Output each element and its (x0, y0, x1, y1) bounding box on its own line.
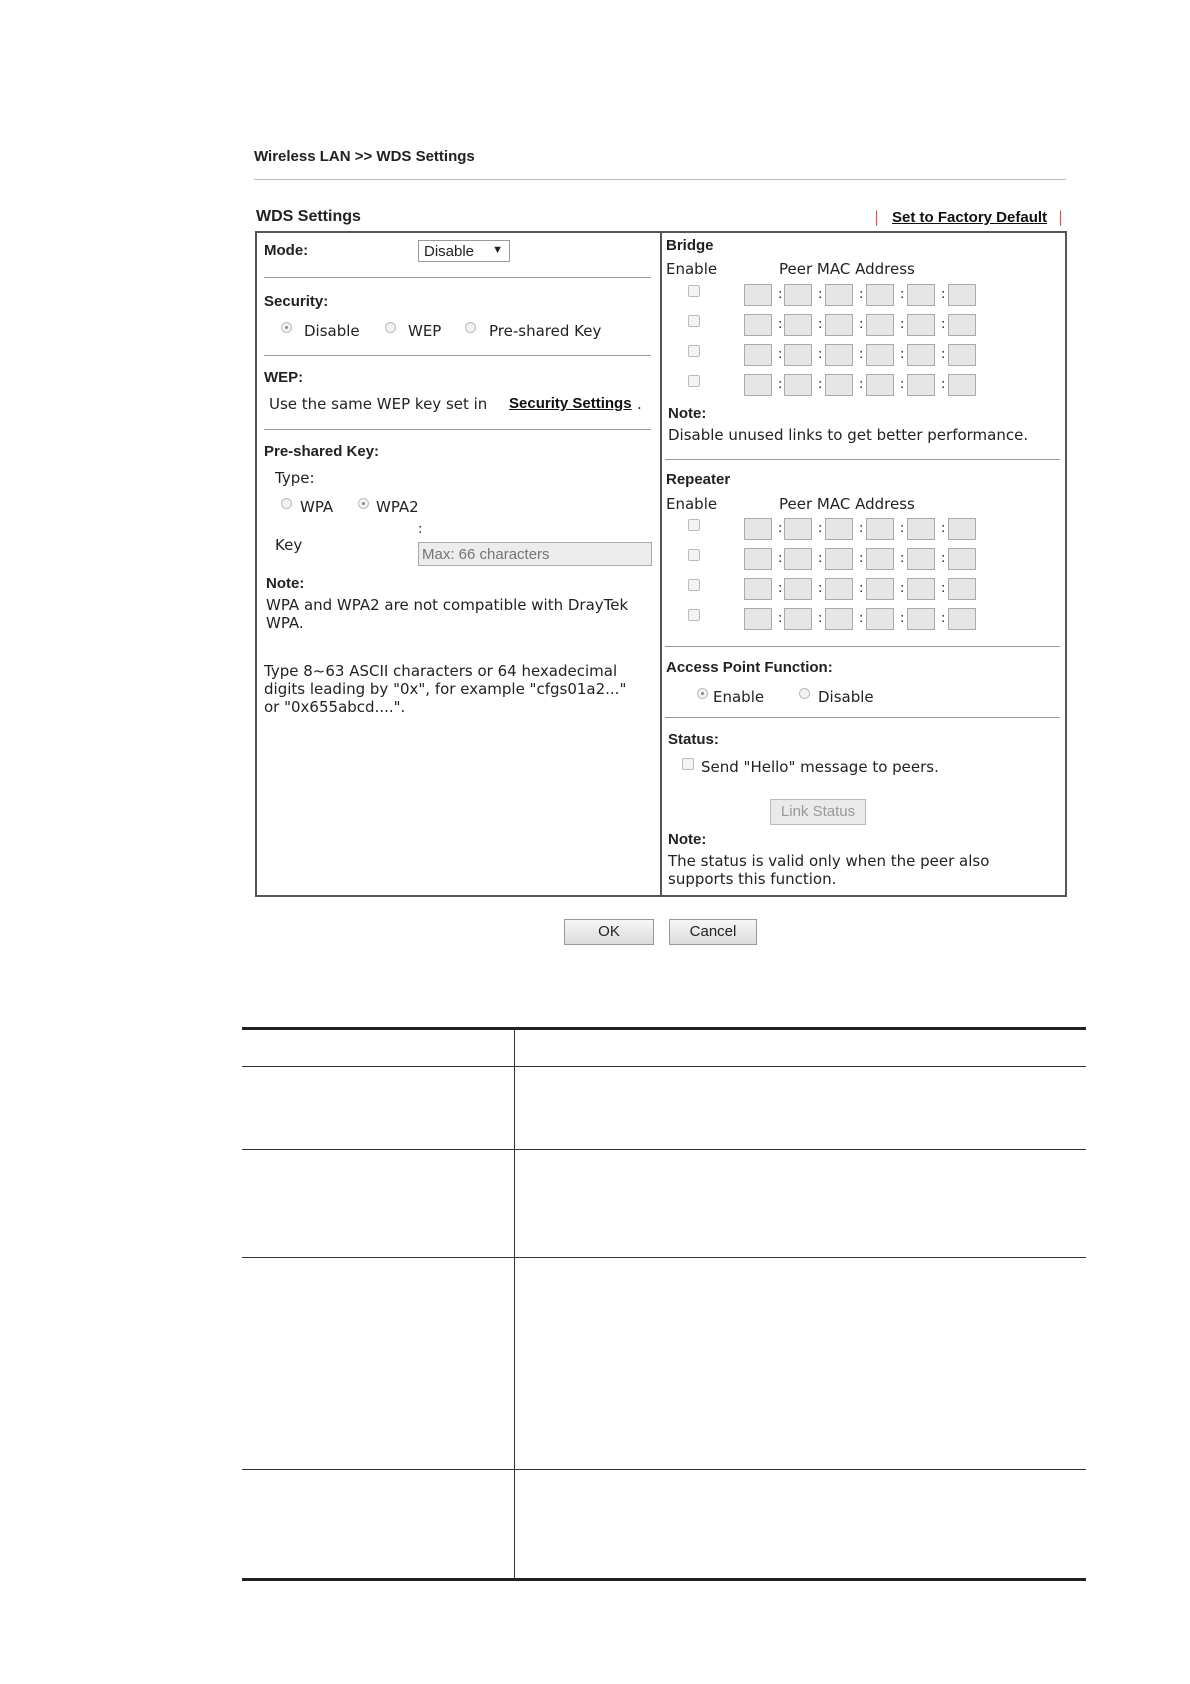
repeater-mac-octet-input[interactable] (866, 578, 894, 600)
bridge-mac-octet-input[interactable] (866, 314, 894, 336)
ascii-line3: or "0x655abcd....". (264, 698, 406, 716)
section-title: WDS Settings (256, 208, 361, 225)
bridge-mac-octet-input[interactable] (744, 314, 772, 336)
repeater-mac-octet-input[interactable] (825, 518, 853, 540)
table-row-rule (242, 1257, 1086, 1258)
bridge-label: Bridge (666, 237, 714, 254)
mac-separator: : (900, 521, 905, 536)
mac-separator: : (900, 347, 905, 362)
bridge-mac-octet-input[interactable] (907, 284, 935, 306)
factory-default-sep-right: | (1058, 208, 1064, 226)
left-note-line1: WPA and WPA2 are not compatible with DrayTek (266, 596, 629, 614)
bridge-mac-octet-input[interactable] (825, 374, 853, 396)
mac-separator: : (941, 287, 946, 302)
type-option-wpa: WPA (300, 498, 334, 516)
mac-separator: : (941, 521, 946, 536)
cancel-button[interactable]: Cancel (669, 919, 757, 945)
mac-separator: : (778, 581, 783, 596)
mac-separator: : (778, 377, 783, 392)
repeater-peer-mac-col: Peer MAC Address (779, 495, 915, 513)
repeater-mac-octet-input[interactable] (948, 548, 976, 570)
mac-separator: : (818, 377, 823, 392)
security-radio-disable[interactable] (281, 322, 292, 333)
security-option-psk: Pre-shared Key (489, 322, 602, 340)
bridge-mac-octet-input[interactable] (948, 344, 976, 366)
divider (264, 429, 651, 430)
mode-label: Mode: (264, 242, 309, 259)
bridge-mac-octet-input[interactable] (784, 344, 812, 366)
mac-separator: : (778, 521, 783, 536)
divider (665, 459, 1060, 460)
ascii-line1: Type 8~63 ASCII characters or 64 hexadecimal (264, 662, 618, 680)
security-settings-link[interactable]: Security Settings (509, 395, 632, 412)
mac-separator: : (900, 377, 905, 392)
key-colon: : (418, 522, 423, 537)
bridge-mac-octet-input[interactable] (784, 374, 812, 396)
security-radio-psk[interactable] (465, 322, 476, 333)
mac-separator: : (859, 521, 864, 536)
repeater-mac-octet-input[interactable] (825, 548, 853, 570)
mac-separator: : (900, 287, 905, 302)
mac-separator: : (900, 551, 905, 566)
type-radio-wpa2[interactable] (358, 498, 369, 509)
bridge-mac-octet-input[interactable] (744, 284, 772, 306)
mac-separator: : (859, 317, 864, 332)
status-label: Status: (668, 731, 719, 748)
mac-separator: : (941, 347, 946, 362)
factory-default-sep-left: | (874, 208, 880, 226)
table-top-rule (242, 1027, 1086, 1030)
bridge-mac-octet-input[interactable] (744, 374, 772, 396)
repeater-mac-octet-input[interactable] (948, 608, 976, 630)
mac-separator: : (900, 611, 905, 626)
bridge-mac-octet-input[interactable] (948, 374, 976, 396)
repeater-enable-checkbox[interactable] (688, 549, 700, 561)
mac-separator: : (859, 551, 864, 566)
bridge-mac-octet-input[interactable] (825, 284, 853, 306)
key-label: Key (275, 536, 303, 554)
repeater-mac-octet-input[interactable] (907, 578, 935, 600)
mac-separator: : (941, 611, 946, 626)
divider (264, 355, 651, 356)
repeater-label: Repeater (666, 471, 731, 488)
mac-separator: : (778, 611, 783, 626)
mac-separator: : (778, 551, 783, 566)
repeater-mac-octet-input[interactable] (744, 578, 772, 600)
mac-separator: : (818, 521, 823, 536)
dropdown-arrow-icon: ▼ (492, 244, 503, 256)
bridge-mac-octet-input[interactable] (825, 314, 853, 336)
wep-text: Use the same WEP key set in (269, 395, 488, 413)
repeater-mac-octet-input[interactable] (866, 518, 894, 540)
table-row-rule (242, 1469, 1086, 1470)
repeater-enable-col: Enable (666, 495, 718, 513)
send-hello-text: Send "Hello" message to peers. (701, 758, 939, 776)
mac-separator: : (941, 317, 946, 332)
type-radio-wpa[interactable] (281, 498, 292, 509)
repeater-mac-octet-input[interactable] (784, 518, 812, 540)
type-option-wpa2: WPA2 (376, 498, 419, 516)
set-to-factory-default-link[interactable]: Set to Factory Default (892, 209, 1048, 226)
mac-separator: : (818, 581, 823, 596)
repeater-enable-checkbox[interactable] (688, 609, 700, 621)
ap-radio-disable[interactable] (799, 688, 810, 699)
mac-separator: : (778, 287, 783, 302)
bridge-mac-octet-input[interactable] (784, 284, 812, 306)
ap-function-label: Access Point Function: (666, 659, 833, 676)
mac-separator: : (859, 611, 864, 626)
mac-separator: : (778, 317, 783, 332)
security-option-disable: Disable (304, 322, 360, 340)
repeater-mac-octet-input[interactable] (825, 578, 853, 600)
bridge-enable-col: Enable (666, 260, 718, 278)
bridge-peer-mac-col: Peer MAC Address (779, 260, 915, 278)
repeater-enable-checkbox[interactable] (688, 519, 700, 531)
divider (665, 717, 1060, 718)
mac-separator: : (818, 551, 823, 566)
divider (665, 646, 1060, 647)
repeater-mac-octet-input[interactable] (866, 548, 894, 570)
table-column-divider (514, 1029, 515, 1579)
repeater-mac-octet-input[interactable] (784, 578, 812, 600)
table-bottom-rule (242, 1578, 1086, 1581)
ok-button[interactable]: OK (564, 919, 654, 945)
table-header-rule (242, 1066, 1086, 1067)
mac-separator: : (859, 581, 864, 596)
repeater-mac-octet-input[interactable] (744, 548, 772, 570)
repeater-mac-octet-input[interactable] (948, 578, 976, 600)
repeater-mac-octet-input[interactable] (866, 608, 894, 630)
bridge-mac-octet-input[interactable] (744, 344, 772, 366)
bridge-mac-octet-input[interactable] (825, 344, 853, 366)
bridge-mac-octet-input[interactable] (784, 314, 812, 336)
ascii-line2: digits leading by "0x", for example "cfgs01a2..." (264, 680, 627, 698)
mac-separator: : (900, 317, 905, 332)
repeater-mac-octet-input[interactable] (907, 548, 935, 570)
left-note-label: Note: (266, 575, 305, 592)
psk-label: Pre-shared Key: (264, 443, 380, 460)
security-label: Security: (264, 293, 329, 310)
repeater-mac-octet-input[interactable] (744, 608, 772, 630)
security-option-wep: WEP (408, 322, 442, 340)
bridge-mac-octet-input[interactable] (907, 314, 935, 336)
left-note-line2: WPA. (266, 614, 304, 632)
divider (264, 277, 651, 278)
send-hello-checkbox[interactable] (682, 758, 694, 770)
repeater-mac-octet-input[interactable] (825, 608, 853, 630)
key-input[interactable] (418, 542, 652, 566)
repeater-mac-octet-input[interactable] (948, 518, 976, 540)
bridge-mac-octet-input[interactable] (907, 344, 935, 366)
mac-separator: : (941, 581, 946, 596)
mac-separator: : (778, 347, 783, 362)
mac-separator: : (941, 551, 946, 566)
ap-radio-enable[interactable] (697, 688, 708, 699)
mac-separator: : (818, 347, 823, 362)
mac-separator: : (859, 287, 864, 302)
ap-option-enable: Enable (713, 688, 765, 706)
right-settings-panel (660, 231, 1067, 897)
mac-separator: : (818, 287, 823, 302)
type-label: Type: (275, 469, 315, 487)
status-note-label: Note: (668, 831, 707, 848)
bridge-enable-checkbox[interactable] (688, 375, 700, 387)
bridge-note-label: Note: (668, 405, 707, 422)
status-note-line1: The status is valid only when the peer also (668, 852, 990, 870)
mac-separator: : (818, 317, 823, 332)
bridge-mac-octet-input[interactable] (866, 284, 894, 306)
security-radio-wep[interactable] (385, 322, 396, 333)
table-row-rule (242, 1149, 1086, 1150)
bridge-enable-checkbox[interactable] (688, 285, 700, 297)
wep-label: WEP: (264, 369, 304, 386)
mac-separator: : (818, 611, 823, 626)
bridge-mac-octet-input[interactable] (866, 344, 894, 366)
repeater-mac-octet-input[interactable] (784, 608, 812, 630)
mac-separator: : (859, 347, 864, 362)
repeater-mac-octet-input[interactable] (784, 548, 812, 570)
mac-separator: : (859, 377, 864, 392)
repeater-mac-octet-input[interactable] (907, 608, 935, 630)
bridge-enable-checkbox[interactable] (688, 345, 700, 357)
status-note-line2: supports this function. (668, 870, 837, 888)
repeater-mac-octet-input[interactable] (744, 518, 772, 540)
mac-separator: : (941, 377, 946, 392)
bridge-mac-octet-input[interactable] (948, 314, 976, 336)
mode-select-value: Disable (424, 243, 475, 260)
ap-option-disable: Disable (818, 688, 874, 706)
repeater-mac-octet-input[interactable] (907, 518, 935, 540)
breadcrumb-divider (254, 179, 1066, 180)
mode-select[interactable] (418, 240, 510, 262)
bridge-enable-checkbox[interactable] (688, 315, 700, 327)
bridge-mac-octet-input[interactable] (948, 284, 976, 306)
mac-separator: : (900, 581, 905, 596)
breadcrumb: Wireless LAN >> WDS Settings (254, 148, 475, 165)
bridge-note-text: Disable unused links to get better performance. (668, 426, 1029, 444)
link-status-button[interactable]: Link Status (770, 799, 866, 825)
bridge-mac-octet-input[interactable] (907, 374, 935, 396)
repeater-enable-checkbox[interactable] (688, 579, 700, 591)
bridge-mac-octet-input[interactable] (866, 374, 894, 396)
wep-period: . (637, 395, 642, 413)
